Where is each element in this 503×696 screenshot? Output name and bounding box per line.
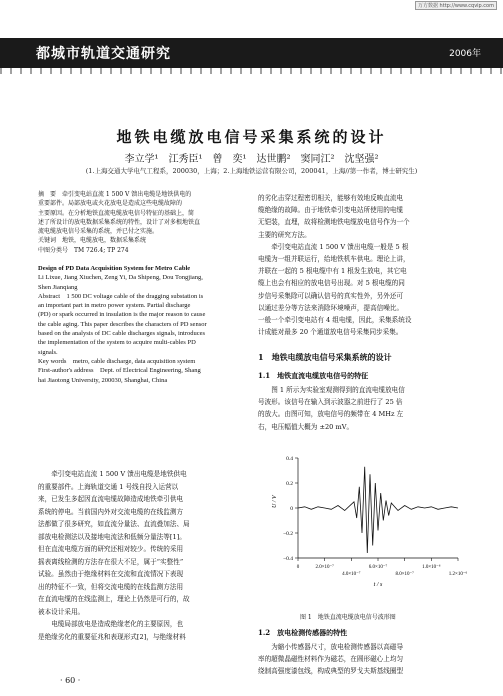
journal-header — [0, 38, 503, 68]
x-tick-label: 2.0×10⁻⁷ — [315, 565, 334, 570]
paper-authors: 李立学¹ 江秀臣¹ 曾 奕¹ 达世鹏² 窦同江² 沈坚强² — [124, 154, 379, 165]
abstract-en — [38, 264, 253, 385]
abstract-cn-line: 主要原因。在分析地铁直流电缆放电信号特征的基础上，简 — [38, 209, 195, 217]
body-line: 牵引变电站直流 1 500 V 馈出电缆一般是 5 根 — [271, 242, 409, 251]
body-line: 缆上也会有相应的放电信号出现。对 5 根电缆的同 — [258, 279, 405, 288]
y-tick-label: 0.2 — [286, 481, 293, 487]
section-1-1-heading: 1.1 地铁直流电缆放电信号的特征 — [258, 371, 369, 380]
english-abstract-line: based on the analysis of DC cable discharges signals, introduces — [38, 330, 206, 338]
body-line: 试验。虽然由于绝缘材料在交流和直流情况下表现 — [38, 570, 184, 578]
body-line: 是绝缘劣化的重要征兆和表现形式[2]，与绝缘材料 — [38, 632, 186, 641]
english-abstract-line: (PD) or spark occurred in insulation is the major reason to cause — [38, 311, 206, 319]
paper-title: 地铁电缆放电信号采集系统的设计 — [116, 128, 387, 146]
body-line: 号波形。该信号在输入到示波器之前进行了 25 倍 — [258, 398, 403, 407]
english-abstract-line: the implementation of the system to acquire multi-cables PD — [38, 339, 196, 347]
watermark: 万方数据 http://www.cqvip.com — [415, 1, 497, 10]
abstract-cn-line: 摘 要 牵引变电站直流 1 500 V 馈出电缆是地铁供电的 — [38, 191, 192, 198]
waveform-line — [298, 467, 458, 553]
english-authors: Li Lixue, Jiang Xiuchen, Zeng Yi, Da Shipeng, Dou Tongjiang, — [38, 274, 203, 282]
english-keywords: Key words metro, cable discharge, data acquisition system — [38, 357, 196, 365]
body-line: 一般一个牵引变电站有 4 组电缆，因此，采集系统设 — [258, 316, 412, 325]
header-decoration — [0, 68, 503, 74]
english-abstract-line: Abstract 1 500 DC voltage cable of the dragging substation is — [38, 292, 204, 300]
english-address: hai Jiaotong University, 200030, Shanghai, China — [38, 376, 168, 384]
body-line: 被本设计采用。 — [38, 607, 85, 616]
body-line: 出的特征不一致，但将交流电缆的在线监测方法用 — [38, 582, 184, 591]
body-line: 主要的研究方法。 — [258, 230, 311, 239]
body-line: 计成能对最多 20 个通道放电信号采集同步采集。 — [258, 328, 403, 337]
body-line: 的劣化击穿过程密切相关，能够有效地反映直流电 — [258, 194, 404, 202]
body-line: 但在直流电缆方面的研究还相对较少。传统的采用 — [38, 545, 184, 553]
abstract-cn-line: 重要部件。局部放电或火花放电是造成这些电缆故障的 — [38, 200, 183, 208]
keywords-cn: 关键词 地铁，电缆放电，数据采集系统 — [38, 237, 147, 245]
right-body-1 — [258, 192, 473, 338]
english-abstract-line: an important part in metro power system. Partial discharge — [38, 302, 191, 310]
y-tick-label: 0 — [290, 506, 293, 512]
english-address: First-author's address Dept. of Electrical Engineering, Shang — [38, 367, 201, 375]
x-tick-label: 8.0×10⁻⁷ — [395, 572, 414, 577]
body-line: 以通过差分等方法来消除环境噪声，提高信噪比。 — [258, 303, 404, 312]
section-1-2-heading: 1.2 放电检测传感器的特性 — [258, 628, 348, 637]
body-line: 率的超微晶磁性材料作为磁芯，在圆形磁心上均匀 — [258, 655, 404, 664]
body-line: 的放大。由图可知，放电信号的频带在 4 MHz 左 — [258, 410, 404, 419]
figure-caption: 图 1 地铁直流电缆放电信号波形图 — [300, 614, 396, 621]
right-body-2 — [258, 384, 473, 433]
body-line: 法都做了很多研究，如直流分量法、直流叠加法、局 — [38, 520, 190, 528]
body-line: 电缆局部放电是造成绝缘老化的主要原因，也 — [51, 620, 184, 628]
classification-cn: 中图分类号 TM 726.4; TP 274 — [38, 246, 129, 254]
body-line: 绕制高强度漆包线，构成典型的罗戈夫斯基线圈型 — [258, 667, 404, 676]
y-tick-label: 0.4 — [286, 456, 293, 462]
chart-ticks — [283, 456, 467, 577]
body-line: 为縮小传感器尺寸，放电检测传感器以高磁导 — [271, 643, 404, 651]
english-authors: Shen Jianqiang — [38, 283, 78, 291]
abstract-cn-line: 述了所设计的放电数据采集系统的特性，设计了对多根地铁直 — [38, 218, 201, 226]
body-line: 在直流电缆的在线监测上，理论上仍然是可行的，故 — [38, 595, 190, 603]
right-body-3 — [258, 641, 473, 678]
journal-year: 2006年 — [449, 49, 481, 59]
english-title: Design of PD Data Acquisition System for Metro Cable — [38, 265, 191, 272]
body-line: 摇表离线检测的方法存在很大不足，属于“实整性” — [38, 557, 184, 566]
body-line: 右，电压幅值大概为 ±20 mV。 — [258, 422, 354, 431]
waveform-figure — [268, 450, 468, 590]
body-line: 来，已发生多起因直流电缆故障造成地铁牵引供电 — [38, 495, 184, 503]
page-number: · 60 · — [60, 676, 81, 685]
y-axis-label: U / V — [272, 495, 278, 508]
abstract-cn — [38, 190, 248, 255]
section-1-heading: 1 地铁电缆放电信号采集系统的设计 — [258, 352, 392, 362]
body-line: 缆绝缘的故障。由于地铁牵引变电站所使用的电缆 — [258, 206, 404, 215]
paper-affiliation: (1.上海交通大学电气工程系，200030，上海；2.上海地铁运营有限公司，200041，上海//第一作者，博士研究生) — [85, 167, 418, 175]
body-line: 图 1 所示为实验室观测得到的直流电缆放电信 — [271, 386, 405, 394]
y-tick-label: −0.4 — [283, 556, 293, 562]
body-line: 牵引变电站直流 1 500 V 馈出电缆是地铁供电 — [51, 470, 187, 478]
english-abstract-line: the cable aging. This paper describes the characters of PD sensor — [38, 320, 207, 328]
x-tick-label: 1.2×10⁻⁶ — [448, 572, 468, 577]
abstract-cn-line: 流电缆放电信号采集的系统，并已付之实施。 — [38, 228, 159, 236]
body-line: 电缆为一组并联运行，给地铁机车供电。理论上讲， — [258, 255, 410, 264]
x-tick-label: 1.0×10⁻⁶ — [422, 565, 441, 570]
journal-name: 都城市轨道交通研究 — [36, 46, 171, 62]
x-tick-label: 4.0×10⁻⁷ — [342, 572, 361, 577]
body-line: 部放电检测法以及接地电流法和低频分量法等[1]。 — [38, 532, 186, 541]
x-tick-label: 6.0×10⁻⁷ — [368, 565, 388, 570]
body-line: 并联在一起的 5 根电缆中有 1 根发生放电，其它电 — [258, 267, 407, 276]
y-tick-label: −0.2 — [283, 531, 293, 537]
body-line: 系统的停电。当前国内外对交流电缆的在线监测方 — [38, 507, 184, 516]
x-tick-label: 0 — [296, 565, 300, 570]
left-body — [38, 468, 253, 643]
body-line: 的重要部件。上海轨道交通 1 号线自投入运营以 — [38, 482, 179, 491]
x-axis-label: t / s — [373, 582, 383, 588]
english-abstract-line: signals. — [38, 348, 58, 356]
body-line: 步信号采集除可以确认信号的真实性外，另外还可 — [258, 291, 404, 300]
body-line: 无铠装，直埋，故将检测地铁电缆放电信号作为一个 — [258, 218, 410, 227]
